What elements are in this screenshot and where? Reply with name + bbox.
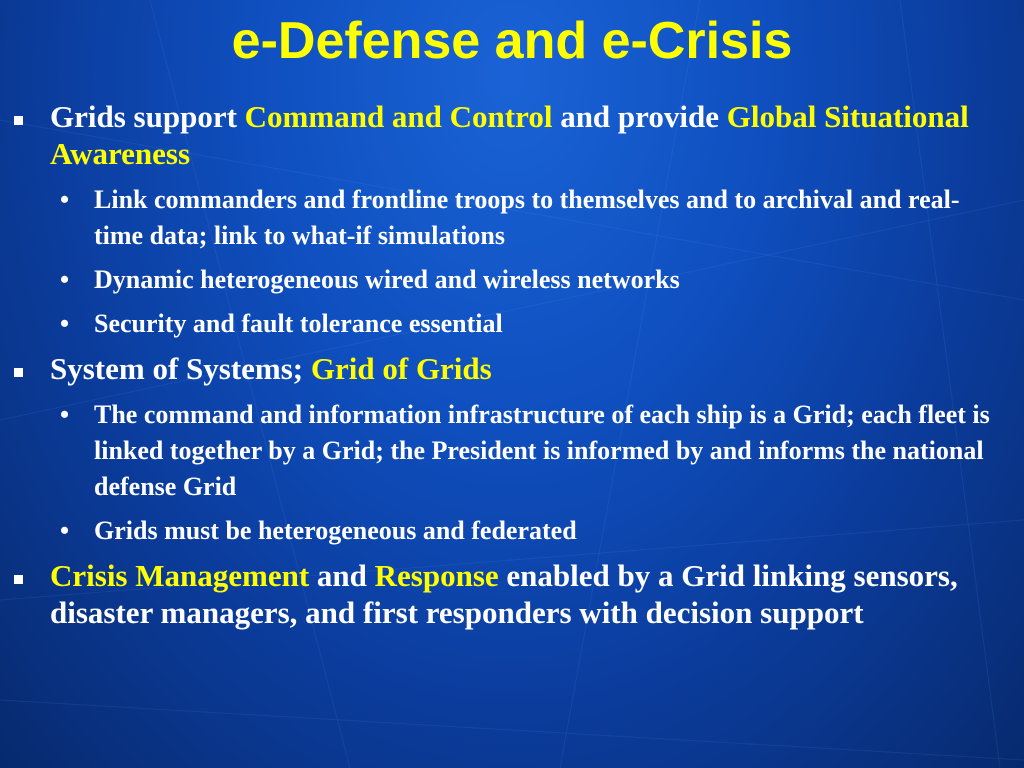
highlight-text: Crisis Management — [50, 558, 310, 593]
bullet-crisis-management — [14, 557, 1004, 631]
dot-bullet-icon: • — [60, 309, 70, 338]
highlight-text: Global Situational Awareness — [50, 99, 969, 171]
bullet-text: System of Systems; — [50, 351, 311, 386]
bullet-text: and provide — [552, 99, 727, 134]
sub-bullet-text: Dynamic heterogeneous wired and wireless networks — [94, 265, 680, 294]
highlight-text: Command and Control — [244, 99, 553, 134]
sub-bullet-link-commanders — [14, 182, 1004, 254]
sub-bullet-text: Link commanders and frontline troops to themselves and to archival and real-time data; link to what-if simulations — [94, 185, 960, 250]
sub-bullet-security — [14, 306, 1004, 342]
dot-bullet-icon: • — [60, 265, 70, 294]
highlight-text: Grid of Grids — [310, 351, 492, 386]
sub-bullet-text: The command and information infrastructure of each ship is a Grid; each fleet is linked together by a Grid; the President is informed by and informs the national defense Grid — [94, 400, 990, 501]
slide-title: e-Defense and e-Crisis — [231, 12, 793, 70]
sub-bullet-networks — [14, 262, 1004, 298]
sub-bullet-heterogeneous — [14, 513, 1004, 549]
bullet-system-of-systems — [14, 350, 1004, 387]
sub-bullet-text: Security and fault tolerance essential — [94, 309, 503, 338]
sub-bullet-command-infrastructure — [14, 397, 1004, 505]
dot-bullet-icon: • — [60, 400, 70, 429]
square-bullet-icon — [14, 575, 23, 584]
dot-bullet-icon: • — [60, 185, 70, 214]
bullet-text: Grids support — [50, 99, 245, 134]
square-bullet-icon — [14, 116, 23, 125]
bullet-command-control — [14, 98, 1004, 172]
slide-body — [14, 98, 1004, 641]
square-bullet-icon — [14, 368, 23, 377]
highlight-text: Response — [374, 558, 499, 593]
bullet-text: and — [309, 558, 375, 593]
dot-bullet-icon: • — [60, 516, 70, 545]
bullet-text: enabled by a Grid linking sensors, disaster managers, and first responders with decision support — [50, 558, 958, 630]
sub-bullet-text: Grids must be heterogeneous and federated — [94, 516, 577, 545]
